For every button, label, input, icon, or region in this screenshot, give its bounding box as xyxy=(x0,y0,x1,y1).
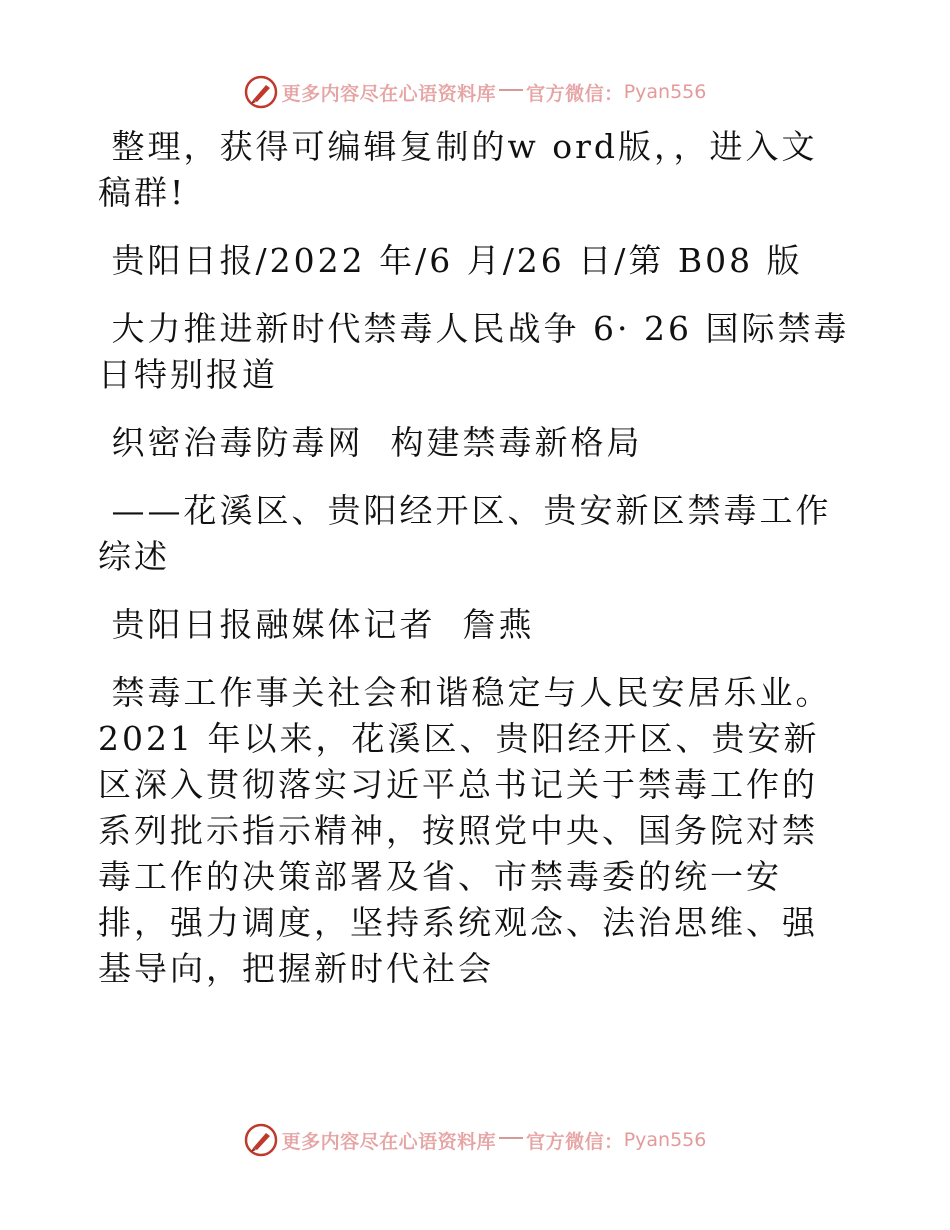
pen-logo-icon xyxy=(244,1123,278,1157)
article-headline: 织密治毒防毒网 构建禁毒新格局 xyxy=(98,423,643,462)
document-body xyxy=(98,124,850,992)
banner-separator xyxy=(499,89,523,91)
footer-banner xyxy=(0,1120,950,1160)
article-subtitle: ——花溪区、贵阳经开区、贵安新区禁毒工作综述 xyxy=(98,491,832,576)
banner-wechat-id: Pyan556 xyxy=(623,81,707,103)
header-banner xyxy=(0,72,950,112)
body-paragraph: 2021 年以来，花溪区、贵阳经开区、贵安新区深入贯彻落实习近平总书记关于禁毒工作的系列批示指示精神，按照党中央、国务院对禁毒工作的决策部署及省、市禁毒委的统一安排，强力调度，坚持系统观念、法治思维、强基导向，把握新时代社会 xyxy=(98,719,820,988)
banner-wechat-label: 官方微信： xyxy=(526,1130,624,1153)
banner-wechat-id: Pyan556 xyxy=(623,1129,707,1151)
byline: 贵阳日报融媒体记者 詹燕 xyxy=(98,605,535,644)
source-line: 贵阳日报/2022 年/6 月/26 日/第 B08 版 xyxy=(98,241,803,280)
intro-paragraph: 整理，获得可编辑复制的w ord版，，进入文稿群! xyxy=(98,127,818,212)
banner-separator xyxy=(499,1137,523,1139)
banner-wechat-label: 官方微信： xyxy=(526,82,624,105)
banner-brand-text: 更多内容尽在心语资料库 xyxy=(281,1130,497,1153)
banner-brand-text: 更多内容尽在心语资料库 xyxy=(281,82,497,105)
column-title: 大力推进新时代禁毒人民战争 6· 26 国际禁毒日特别报道 xyxy=(98,309,850,394)
pen-logo-icon xyxy=(244,75,278,109)
body-paragraph-first-line: 禁毒工作事关社会和谐稳定与人民安居乐业。 xyxy=(98,673,832,712)
